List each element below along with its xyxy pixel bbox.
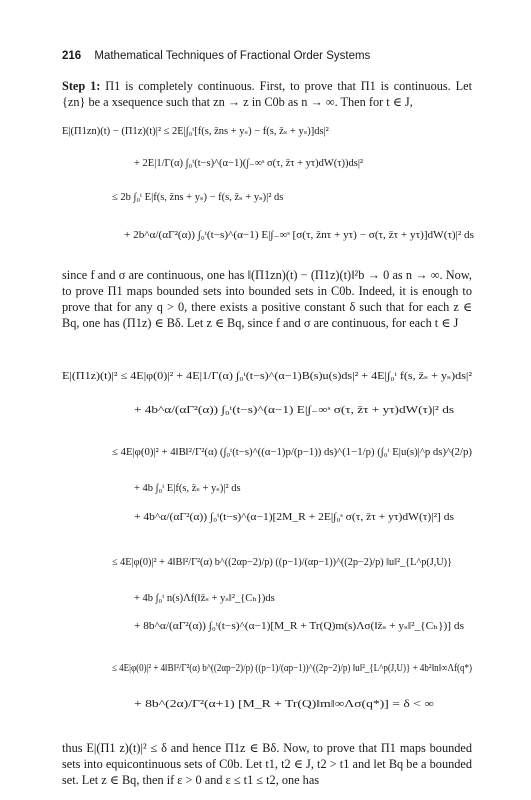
running-title: Mathematical Techniques of Fractional Order Systems	[94, 50, 371, 62]
step-label: Step 1:	[62, 79, 101, 93]
equation-block-1	[62, 120, 482, 255]
eq2-line4: + 4b ∫₀ᵗ E|f(s, z̄ₛ + yₛ)|² ds	[134, 483, 241, 494]
paragraph-bounded-text: since f and σ are continuous, one has ‖(Π1zn)(t) − (Π1z)(t)‖²b → 0 as n → ∞. Now, to prove Π1 maps bounded sets into bounded sets in C0b. Indeed, it is enough to prove that for any q > 0, there exists a positive constant δ such that for each z ∈ Bq, one has (Π1z) ∈ Bδ. Let z ∈ Bq, since f and σ are continuous, for each t ∈ J	[62, 268, 472, 330]
eq2-line3: ≤ 4E|φ(0)|² + 4‖B‖²/Γ²(α) (∫₀ᵗ(t−s)^((α−1)p/(p−1)) ds)^(1−1/p) (∫₀ᵗ E|u(s)|^p ds)^(2/p)	[112, 447, 473, 458]
page-number: 216	[62, 50, 82, 62]
eq1-line1: E|(Π1zn)(t) − (Π1z)(t)|² ≤ 2E|∫₀ᵗ[f(s, z̄ns + yₛ) − f(s, z̄ₛ + yₛ)]ds|²	[62, 126, 329, 137]
eq2-line7: + 4b ∫₀ᵗ n(s)Λf(‖z̄ₛ + yₛ‖²_{Cₕ})ds	[134, 593, 275, 604]
eq2-line5: + 4b^α/(αΓ²(α)) ∫₀ᵗ(t−s)^(α−1)[2M_R + 2E|∫₀ˢ σ(τ, z̄τ + yτ)dW(τ)|²] ds	[134, 512, 454, 523]
eq2-line10: + 8b^(2α)/Γ²(α+1) [M_R + Tr(Q)‖m‖∞Λσ(q*)] = δ < ∞	[134, 699, 434, 710]
eq2-line9: ≤ 4E|φ(0)|² + 4‖B‖²/Γ²(α) b^((2αp−2)/p) ((p−1)/(αp−1))^((2p−2)/p) ‖u‖²_{L^p(J,U)} + 4b²‖n‖∞Λf(q*)	[112, 663, 473, 674]
eq2-line8: + 8b^α/(αΓ²(α)) ∫₀ᵗ(t−s)^(α−1)[M_R + Tr(Q)m(s)Λσ(‖z̄ₛ + yₛ‖²_{Cₕ})] ds	[134, 621, 464, 632]
eq1-line4: + 2b^α/(αΓ²(α)) ∫₀ᵗ(t−s)^(α−1) E|∫₋∞ˢ [σ(τ, z̄nτ + yτ) − σ(τ, z̄τ + yτ)]dW(τ)|² ds	[124, 230, 474, 241]
page-header	[62, 50, 370, 62]
eq2-line6: ≤ 4E|φ(0)|² + 4‖B‖²/Γ²(α) b^((2αp−2)/p) ((p−1)/(αp−1))^((2p−2)/p) ‖u‖²_{L^p(J,U)}	[112, 557, 452, 568]
eq2-line1: E|(Π1z)(t)|² ≤ 4E|φ(0)|² + 4E|1/Γ(α) ∫₀ᵗ(t−s)^(α−1)B(s)u(s)ds|² + 4E|∫₀ᵗ f(s, z̄ₛ + yₛ)ds|²	[62, 371, 472, 382]
paragraph-equicontinuous	[62, 740, 472, 788]
paragraph-bounded	[62, 267, 472, 331]
eq2-line2: + 4b^α/(αΓ²(α)) ∫₀ᵗ(t−s)^(α−1) E|∫₋∞ˢ σ(τ, z̄τ + yτ)dW(τ)|² ds	[134, 405, 454, 416]
paragraph-step1	[62, 78, 472, 110]
eq1-line3: ≤ 2b ∫₀ᵗ E|f(s, z̄ns + yₛ) − f(s, z̄ₛ + yₛ)|² ds	[112, 192, 284, 203]
paragraph-equicontinuous-text: thus E|(Π1 z)(t)|² ≤ δ and hence Π1z ∈ Bδ. Now, to prove that Π1 maps bounded sets into equicontinuous sets of C0b. Let t1, t2 ∈ J, t2 > t1 and let Bq be a bounded set. Let z ∈ Bq, then if ε > 0 and ε ≤ t1 ≤ t2, one has	[62, 741, 472, 787]
paragraph-step1-text: Π1 is completely continuous. First, to prove that Π1 is continuous. Let {zn} be a xsequence such that zn → z in C0b as n → ∞. Then for t ∈ J,	[62, 79, 472, 109]
equation-block-2	[62, 365, 482, 730]
eq1-line2: + 2E|1/Γ(α) ∫₀ᵗ(t−s)^(α−1)(∫₋∞ˢ σ(τ, z̄τ + yτ)dW(τ))ds|²	[134, 158, 364, 169]
